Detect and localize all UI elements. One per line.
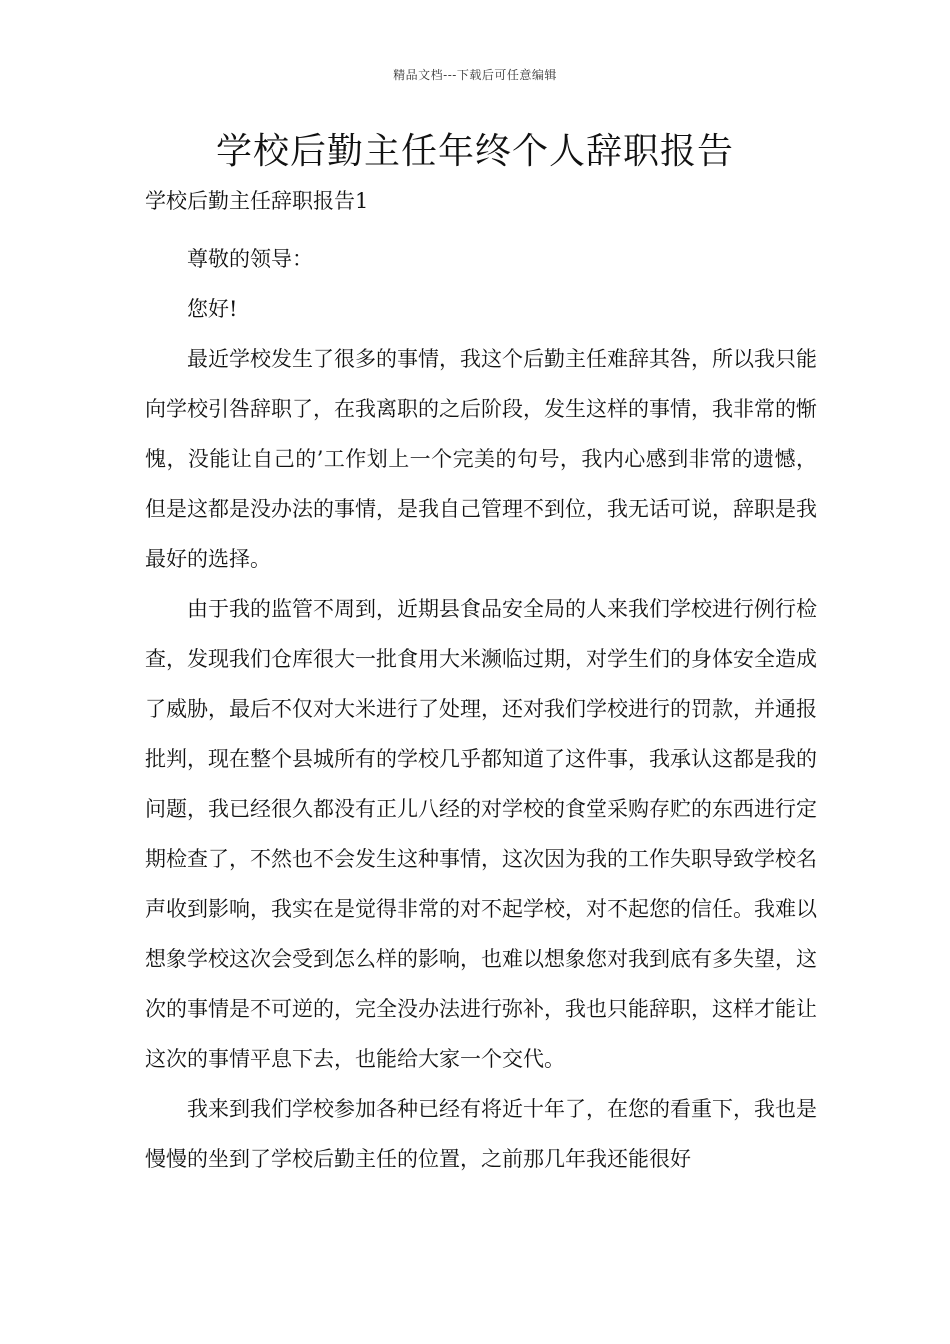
section-subtitle: 学校后勤主任辞职报告1 [145,189,369,213]
body-paragraph: 我来到我们学校参加各种已经有将近十年了，在您的看重下，我也是慢慢的坐到了学校后勤主任的位置，之前那几年我还能很好 [145,1097,817,1171]
greeting: 您好! [187,297,238,321]
body-paragraph: 最近学校发生了很多的事情，我这个后勤主任难辞其咎，所以我只能向学校引咎辞职了，在我离职的之后阶段，发生这样的事情，我非常的惭愧，没能让自己的’工作划上一个完美的句号，我内心感到非常的遗憾，但是这都是没办法的事情，是我自己管理不到位，我无话可说，辞职是我最好的选择。 [145,347,817,571]
header-note: 精品文档---下载后可任意编辑 [393,68,557,82]
body-paragraph: 由于我的监管不周到，近期县食品安全局的人来我们学校进行例行检查，发现我们仓库很大一批食用大米濒临过期，对学生们的身体安全造成了威胁，最后不仅对大米进行了处理，还对我们学校进行的罚款，并通报批判，现在整个县城所有的学校几乎都知道了这件事，我承认这都是我的问题，我已经很久都没有正儿八经的对学校的食堂采购存贮的东西进行定期检查了，不然也不会发生这种事情，这次因为我的工作失职导致学校名声收到影响，我实在是觉得非常的对不起学校，对不起您的信任。我难以想象学校这次会受到怎么样的影响，也难以想象您对我到底有多失望，这次的事情是不可逆的，完全没办法进行弥补，我也只能辞职，这样才能让这次的事情平息下去，也能给大家一个交代。 [145,597,817,1071]
document-body [145,234,817,1184]
salutation: 尊敬的领导： [187,247,313,271]
document-title: 学校后勤主任年终个人辞职报告 [215,131,734,172]
